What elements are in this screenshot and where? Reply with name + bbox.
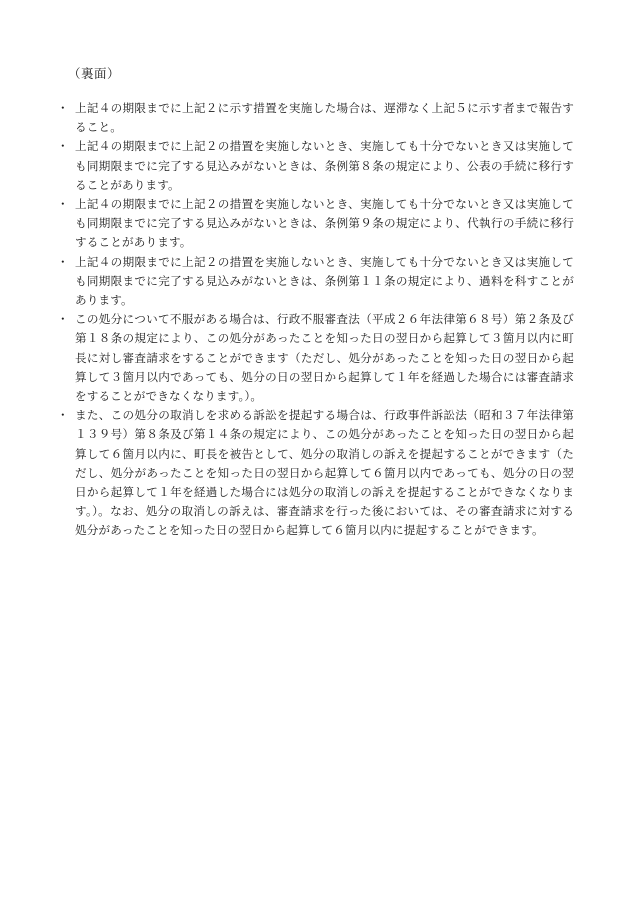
notice-list	[62, 99, 574, 541]
notice-item-administrative-appeal: ・ この処分について不服がある場合は、行政不服審査法（平成２６年法律第６８号）第２条及び第１８条の規定により、この処分があったことを知った日の翌日から起算して３箇月以内に町長に対し審査請求をすることができます（ただし、処分があったことを知った日の翌日から起算して３箇月以内であっても、処分の日の翌日から起算して１年を経過した場合には審査請求をすることができなくなります。）。	[62, 310, 574, 406]
notice-item-publication: ・ 上記４の期限までに上記２の措置を実施しないとき、実施しても十分でないとき又は実施しても同期限までに完了する見込みがないときは、条例第８条の規定により、公表の手続に移行することがあります。	[62, 137, 574, 195]
notice-item-fine: ・ 上記４の期限までに上記２の措置を実施しないとき、実施しても十分でないとき又は実施しても同期限までに完了する見込みがないときは、条例第１１条の規定により、過料を科すことがあります。	[62, 253, 574, 311]
page-heading: （裏面）	[68, 66, 121, 81]
notice-item-revocation-suit: ・ また、この処分の取消しを求める訴訟を提起する場合は、行政事件訴訟法（昭和３７年法律第１３９号）第８条及び第１４条の規定により、この処分があったことを知った日の翌日から起算して６箇月以内に、町長を被告として、処分の取消しの訴えを提起することができます（ただし、処分があったことを知った日の翌日から起算して６箇月以内であっても、処分の日の翌日から起算して１年を経過した場合には処分の取消しの訴えを提起することができなくなります。）。なお、処分の取消しの訴えは、審査請求を行った後においては、その審査請求に対する処分があったことを知った日の翌日から起算して６箇月以内に提起することができます。	[62, 406, 574, 540]
notice-item-report: ・ 上記４の期限までに上記２に示す措置を実施した場合は、遅滞なく上記５に示す者まで報告すること。	[62, 99, 574, 137]
notice-item-administrative-execution: ・ 上記４の期限までに上記２の措置を実施しないとき、実施しても十分でないとき又は実施しても同期限までに完了する見込みがないときは、条例第９条の規定により、代執行の手続に移行することがあります。	[62, 195, 574, 253]
